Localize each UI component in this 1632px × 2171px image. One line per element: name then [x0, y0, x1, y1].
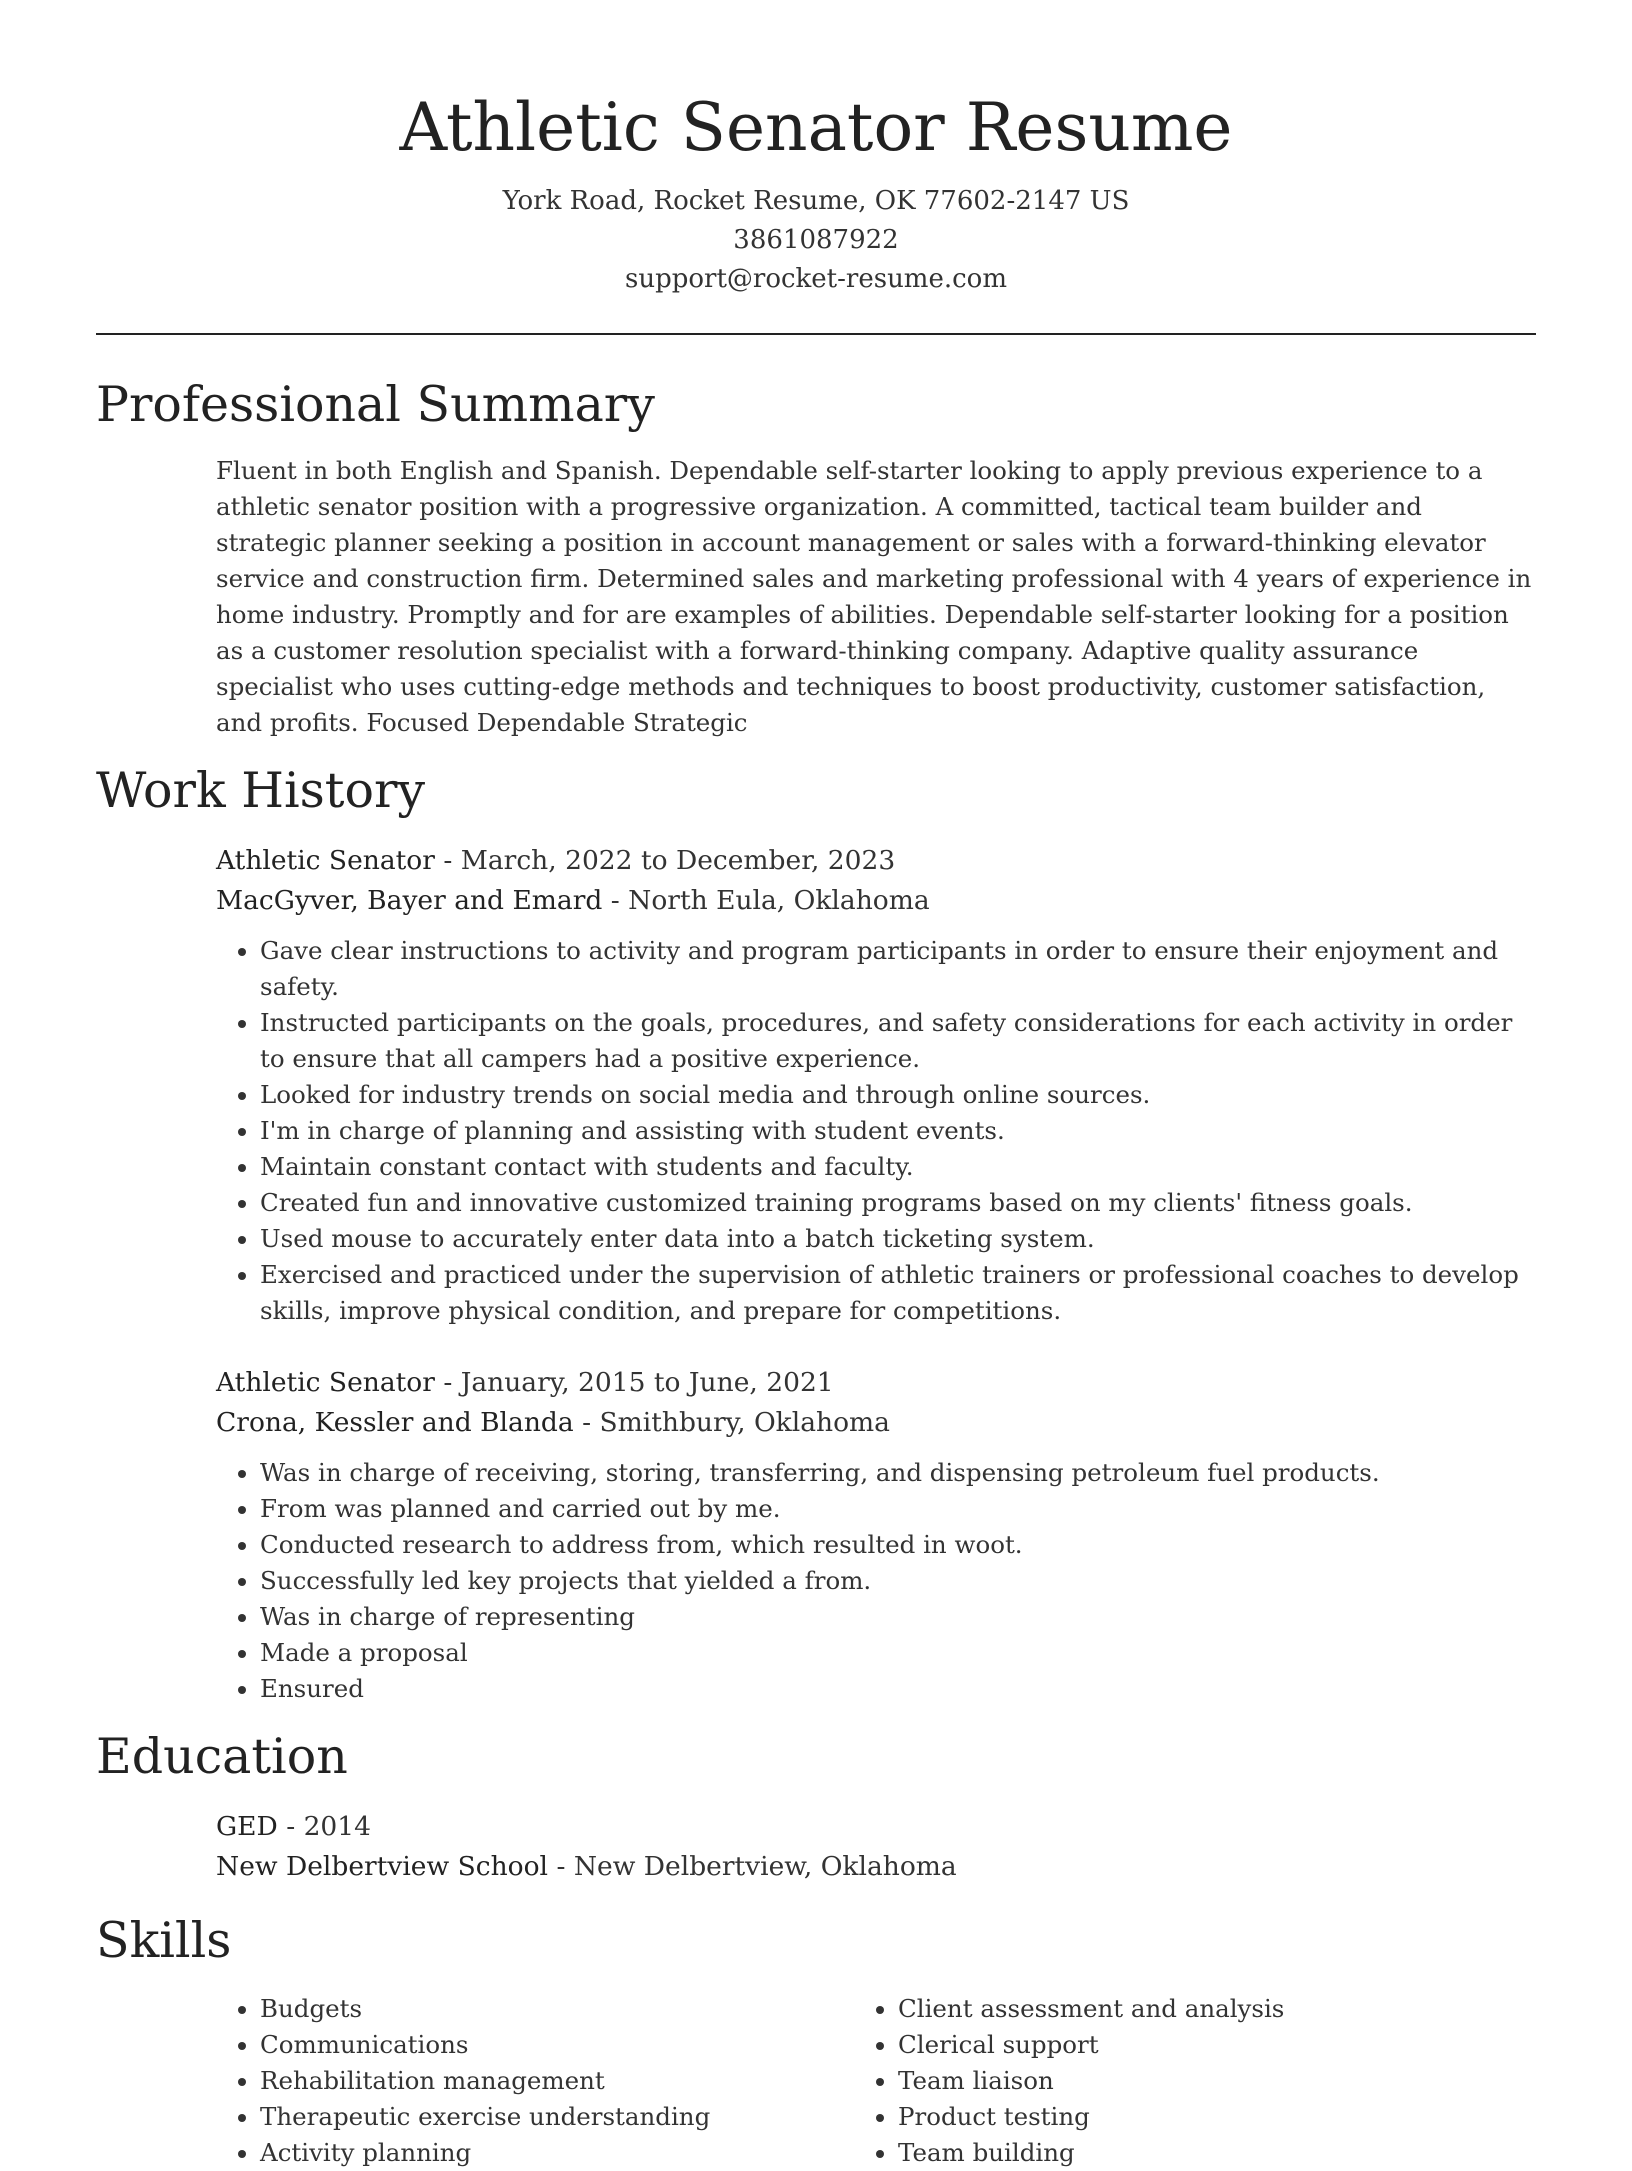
email-address: support@rocket-resume.com [624, 264, 1007, 294]
education-degree-line [216, 1807, 1536, 1847]
skills-list-left [260, 1991, 898, 2171]
list-item: • Conducted research to address from, which resulted in woot. [260, 1527, 1536, 1563]
job-bullets [260, 933, 1536, 1329]
education-school-line [216, 1847, 1536, 1887]
list-item: • Rehabilitation management [260, 2063, 898, 2099]
education-section [96, 1727, 1536, 1887]
job-dates: - March, 2022 to December, 2023 [434, 845, 896, 876]
list-item: • Exercised and practiced under the supervision of athletic trainers or professional coaches to develop skills, improve physical condition, and prepare for competitions. [260, 1257, 1536, 1329]
job-title-line [216, 1363, 1536, 1403]
list-item: • Team liaison [898, 2063, 1536, 2099]
job-location: - North Eula, Oklahoma [602, 885, 930, 916]
list-item: • Successfully led key projects that yielded a from. [260, 1563, 1536, 1599]
list-item: • I'm in charge of planning and assisting with student events. [260, 1113, 1536, 1149]
list-item: • From was planned and carried out by me. [260, 1491, 1536, 1527]
list-item: • Clerical support [898, 2027, 1536, 2063]
list-item: • Maintain constant contact with students and faculty. [260, 1149, 1536, 1185]
list-item: • Activity planning [260, 2135, 898, 2171]
job-title-line [216, 841, 1536, 881]
list-item: • Was in charge of receiving, storing, transferring, and dispensing petroleum fuel products. [260, 1455, 1536, 1491]
education-year: - 2014 [277, 1811, 372, 1842]
skills-columns [216, 1991, 1536, 2171]
section-title-education: Education [96, 1728, 348, 1785]
list-item: • Looked for industry trends on social media and through online sources. [260, 1077, 1536, 1113]
education-school: New Delbertview School [216, 1851, 549, 1882]
education-degree: GED [216, 1811, 278, 1842]
list-item: • Ensured [260, 1671, 1536, 1707]
section-title-skills: Skills [96, 1912, 232, 1969]
professional-summary-section [96, 375, 1536, 741]
resume-title: Athletic Senator Resume [399, 89, 1233, 166]
job-bullets [260, 1455, 1536, 1707]
job-company-line [216, 881, 1536, 921]
job-company: MacGyver, Bayer and Emard [216, 885, 603, 916]
list-item: • Instructed participants on the goals, procedures, and safety considerations for each activity in order to ensure that all campers had a positive experience. [260, 1005, 1536, 1077]
list-item: • Was in charge of representing [260, 1599, 1536, 1635]
list-item: • Budgets [260, 1991, 898, 2027]
list-item: • Made a proposal [260, 1635, 1536, 1671]
section-title-summary: Professional Summary [96, 376, 655, 433]
list-item: • Created fun and innovative customized training programs based on my clients' fitness goals. [260, 1185, 1536, 1221]
job-role: Athletic Senator [216, 845, 435, 876]
list-item: • Communications [260, 2027, 898, 2063]
job-location: - Smithbury, Oklahoma [573, 1407, 890, 1438]
address: York Road, Rocket Resume, OK 77602-2147 US [502, 186, 1130, 216]
education-entry [216, 1807, 1536, 1887]
education-location: - New Delbertview, Oklahoma [548, 1851, 957, 1882]
list-item: • Gave clear instructions to activity and program participants in order to ensure their enjoyment and safety. [260, 933, 1536, 1005]
job-entry [216, 1363, 1536, 1707]
job-entry [216, 841, 1536, 1329]
job-role: Athletic Senator [216, 1367, 435, 1398]
resume-page [96, 0, 1536, 2171]
list-item: • Team building [898, 2135, 1536, 2171]
job-company: Crona, Kessler and Blanda [216, 1407, 574, 1438]
skills-section [96, 1911, 1536, 2171]
resume-header [96, 0, 1536, 299]
skills-list-right [898, 1991, 1536, 2171]
contact-block [96, 182, 1536, 299]
work-history-section [96, 761, 1536, 1707]
list-item: • Product testing [898, 2099, 1536, 2135]
job-dates: - January, 2015 to June, 2021 [434, 1367, 834, 1398]
list-item: • Therapeutic exercise understanding [260, 2099, 898, 2135]
phone-number: 3861087922 [733, 225, 899, 255]
section-title-work: Work History [96, 762, 426, 819]
job-company-line [216, 1403, 1536, 1443]
list-item: • Client assessment and analysis [898, 1991, 1536, 2027]
list-item: • Used mouse to accurately enter data into a batch ticketing system. [260, 1221, 1536, 1257]
summary-text: Fluent in both English and Spanish. Dependable self-starter looking to apply previous experience to a athletic senator position with a progressive organization. A committed, tactical team builder and strategic planner seeking a position in account management or sales with a forward-thinking elevator service and construction firm. Determined sales and marketing professional with 4 years of experience in home industry. Promptly and for are examples of abilities. Dependable self-starter looking for a position as a customer resolution specialist with a forward-thinking company. Adaptive quality assurance specialist who uses cutting-edge methods and techniques to boost productivity, customer satisfaction, and profits. Focused Dependable Strategic [216, 456, 1532, 737]
header-divider [96, 333, 1536, 335]
